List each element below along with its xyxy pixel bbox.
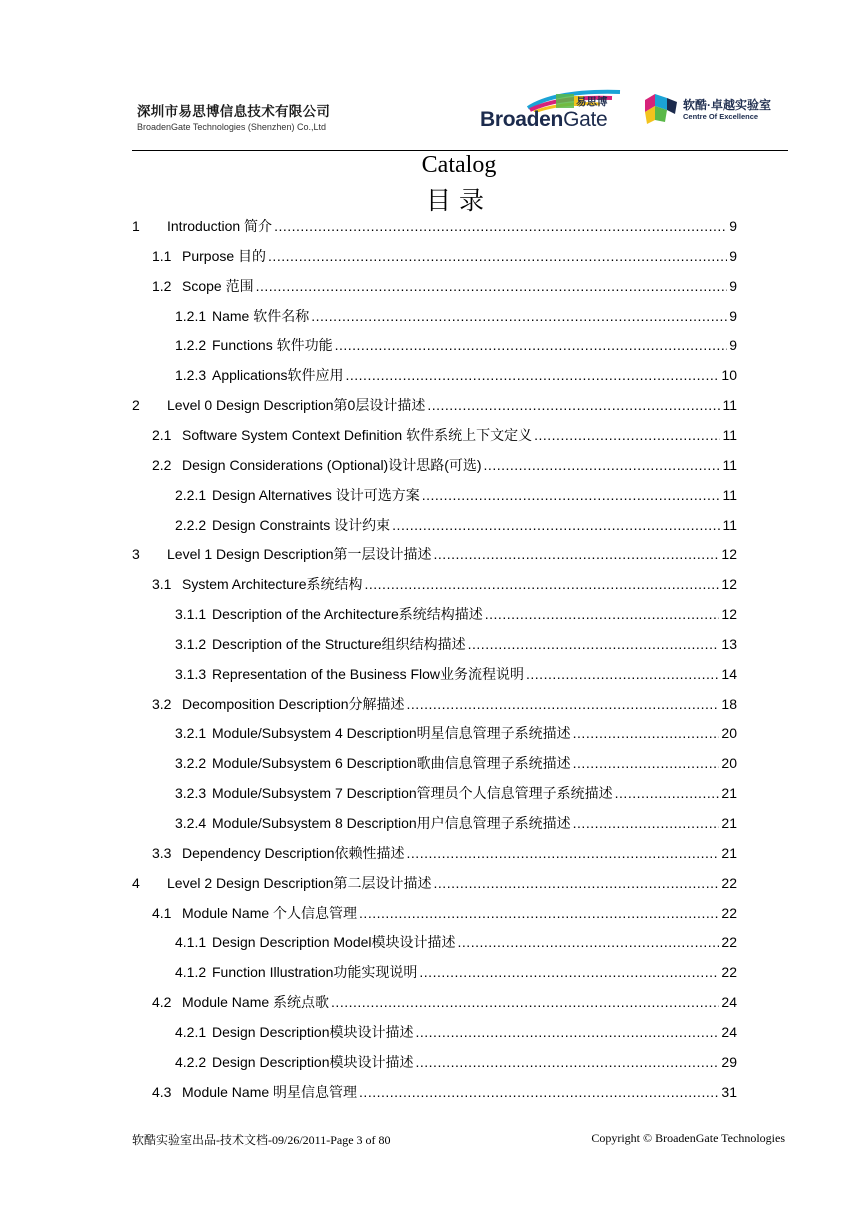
toc-entry-page: 12 xyxy=(721,606,737,623)
toc-entry-number: 3 xyxy=(132,546,140,563)
toc-entry-page: 9 xyxy=(729,218,737,234)
toc-entry-title: Design Constraints 设计约束 xyxy=(212,516,391,533)
toc-entry[interactable] xyxy=(152,1082,737,1102)
toc-dot-leader xyxy=(311,308,727,324)
toc-entry[interactable] xyxy=(152,843,737,863)
toc-entry-number: 1 xyxy=(132,218,140,234)
toc-entry[interactable] xyxy=(132,395,737,415)
toc-dot-leader xyxy=(485,606,720,622)
toc-dot-leader xyxy=(268,248,727,264)
toc-dot-leader xyxy=(346,367,720,383)
toc-entry[interactable] xyxy=(175,515,737,535)
coe-logo xyxy=(641,92,791,128)
toc-entry-page: 11 xyxy=(722,426,737,443)
toc-entry-title: Level 2 Design Description第二层设计描述 xyxy=(167,874,432,891)
toc-entry-title: Representation of the Business Flow业务流程说明 xyxy=(212,665,525,682)
toc-entry-title: Applications软件应用 xyxy=(212,367,344,384)
toc-entry[interactable] xyxy=(175,335,737,355)
toc-entry[interactable] xyxy=(175,723,737,743)
toc-entry-number: 4.3 xyxy=(152,1083,172,1100)
toc-dot-leader xyxy=(365,576,720,592)
toc-entry-number: 2.2.1 xyxy=(175,486,207,503)
toc-dot-leader xyxy=(407,845,720,861)
toc-dot-leader xyxy=(427,397,720,413)
toc-entry-page: 22 xyxy=(721,934,737,951)
company-name-en: BroadenGate Technologies (Shenzhen) Co.,Ltd xyxy=(137,122,326,132)
toc-entry-page: 9 xyxy=(729,277,737,294)
toc-entry-number: 2.2 xyxy=(152,456,172,473)
toc-entry-page: 14 xyxy=(721,665,737,682)
toc-entry-title: Module Name 个人信息管理 xyxy=(182,904,358,921)
toc-entry[interactable] xyxy=(175,932,737,952)
toc-dot-leader xyxy=(573,755,720,771)
toc-entry[interactable] xyxy=(175,813,737,833)
toc-entry[interactable] xyxy=(152,246,737,266)
footer-left: 软酷实验室出品-技术文档-09/26/2011-Page 3 of 80 xyxy=(132,1133,391,1147)
toc-entry-page: 29 xyxy=(721,1053,737,1070)
toc-entry-number: 3.2.2 xyxy=(175,755,207,772)
toc-entry-number: 3.1 xyxy=(152,576,172,593)
toc-entry-title: Function Illustration功能实现说明 xyxy=(212,964,418,981)
company-name-block xyxy=(137,100,330,132)
toc-entry-page: 11 xyxy=(722,486,737,503)
toc-entry-page: 12 xyxy=(721,546,737,563)
toc-entry-page: 21 xyxy=(721,844,737,861)
toc-entry[interactable] xyxy=(132,544,737,564)
toc-entry-number: 3.2.3 xyxy=(175,785,207,802)
toc-entry[interactable] xyxy=(152,276,737,296)
toc-entry-title: Module Name 明星信息管理 xyxy=(182,1083,358,1100)
toc-dot-leader xyxy=(359,905,719,921)
footer-right: Copyright © BroadenGate Technologies xyxy=(591,1131,785,1145)
toc-dot-leader xyxy=(392,517,720,533)
toc-entry-number: 4.1.2 xyxy=(175,964,207,981)
toc-entry[interactable] xyxy=(175,365,737,385)
toc-entry-title: Design Description模块设计描述 xyxy=(212,1023,414,1040)
toc-entry-number: 4.2.1 xyxy=(175,1023,207,1040)
toc-entry-title: Purpose 目的 xyxy=(182,247,267,264)
toc-dot-leader xyxy=(422,487,721,503)
toc-entry-number: 1.1 xyxy=(152,247,172,264)
toc-entry-number: 4.2 xyxy=(152,994,172,1011)
toc-dot-leader xyxy=(256,278,728,294)
logo-word-broaden: Broaden xyxy=(480,108,564,131)
toc-dot-leader xyxy=(359,1084,719,1100)
toc-entry-number: 3.2.1 xyxy=(175,725,207,742)
toc-entry[interactable] xyxy=(152,574,737,594)
toc-entry[interactable] xyxy=(152,903,737,923)
toc-dot-leader xyxy=(434,546,720,562)
toc-entry-title: Functions 软件功能 xyxy=(212,337,333,354)
toc-entry-title: Module/Subsystem 4 Description明星信息管理子系统描述 xyxy=(212,725,571,742)
toc-entry-page: 31 xyxy=(721,1083,737,1100)
toc-dot-leader xyxy=(458,934,720,950)
toc-entry[interactable] xyxy=(152,455,737,475)
toc-entry-number: 3.1.1 xyxy=(175,606,207,623)
toc-dot-leader xyxy=(526,666,719,682)
toc-entry-number: 2 xyxy=(132,397,140,414)
toc-entry-title: Design Description模块设计描述 xyxy=(212,1053,414,1070)
toc-entry-title: Description of the Architecture系统结构描述 xyxy=(212,606,483,623)
toc-entry-title: Design Considerations (Optional)设计思路(可选) xyxy=(182,456,482,473)
toc-entry-title: Design Description Model模块设计描述 xyxy=(212,934,456,951)
toc-entry-title: Module/Subsystem 6 Description歌曲信息管理子系统描述 xyxy=(212,755,571,772)
toc-entry[interactable] xyxy=(152,425,737,445)
toc-entry-number: 1.2.1 xyxy=(175,307,207,324)
page-header xyxy=(0,0,868,150)
header-rule xyxy=(132,150,788,151)
page-title-en: Catalog xyxy=(421,152,497,178)
company-name-cn: 深圳市易思博信息技术有限公司 xyxy=(137,104,331,119)
toc-entry-page: 11 xyxy=(722,397,737,414)
toc-entry-number: 4.2.2 xyxy=(175,1053,207,1070)
toc-entry[interactable] xyxy=(175,962,737,982)
toc-entry-number: 3.2 xyxy=(152,695,172,712)
toc-entry-page: 9 xyxy=(729,307,737,324)
toc-entry-page: 18 xyxy=(721,695,737,712)
toc-dot-leader xyxy=(484,457,721,473)
toc-dot-leader xyxy=(416,1054,720,1070)
toc-entry-page: 20 xyxy=(721,725,737,742)
toc-entry[interactable] xyxy=(132,216,737,236)
toc-entry-page: 11 xyxy=(722,516,737,533)
toc-entry-title: Module Name 系统点歌 xyxy=(182,994,330,1011)
toc-entry-page: 21 xyxy=(721,785,737,802)
toc-entry-page: 20 xyxy=(721,755,737,772)
toc-dot-leader xyxy=(335,337,728,353)
toc-entry-number: 1.2 xyxy=(152,277,172,294)
toc-entry-page: 9 xyxy=(729,247,737,264)
toc-entry-number: 3.1.2 xyxy=(175,635,207,652)
toc-entry-number: 3.2.4 xyxy=(175,815,207,831)
toc-entry-number: 4.1 xyxy=(152,904,172,921)
coe-cube-icon xyxy=(641,92,679,126)
toc-entry-page: 22 xyxy=(721,874,737,891)
toc-dot-leader xyxy=(331,994,719,1010)
toc-entry[interactable] xyxy=(175,1052,737,1072)
broadengate-logo xyxy=(480,86,630,130)
toc-entry[interactable] xyxy=(175,306,737,326)
toc-entry-number: 4 xyxy=(132,874,140,891)
toc-entry[interactable] xyxy=(152,992,737,1012)
toc-entry[interactable] xyxy=(152,694,737,714)
toc-dot-leader xyxy=(615,785,720,801)
toc-dot-leader xyxy=(407,696,720,712)
toc-entry[interactable] xyxy=(175,664,737,684)
toc-dot-leader xyxy=(419,964,719,980)
toc-dot-leader xyxy=(274,218,727,234)
toc-entry[interactable] xyxy=(132,873,737,893)
page-title-cn: 目录 xyxy=(425,186,492,215)
logo-word-gate: Gate xyxy=(563,108,608,131)
toc-entry-title: Introduction 简介 xyxy=(167,218,273,234)
toc-dot-leader xyxy=(434,875,720,891)
toc-entry-page: 11 xyxy=(722,456,737,473)
toc-entry-number: 2.1 xyxy=(152,426,172,443)
toc-entry-title: Level 1 Design Description第一层设计描述 xyxy=(167,546,432,563)
toc-entry[interactable] xyxy=(175,1022,737,1042)
toc-entry-number: 3.1.3 xyxy=(175,665,207,682)
toc-entry-number: 3.3 xyxy=(152,844,172,861)
toc-entry-number: 1.2.3 xyxy=(175,367,207,384)
toc-entry-title: Level 0 Design Description第0层设计描述 xyxy=(167,397,426,414)
toc-entry-page: 10 xyxy=(721,367,737,384)
logo-wordmark xyxy=(480,108,607,132)
toc-entry-title: Dependency Description依赖性描述 xyxy=(182,844,405,861)
toc-entry-title: Software System Context Definition 软件系统上下文定义 xyxy=(182,426,533,443)
coe-cn-text: 软酷·卓越实验室 xyxy=(683,98,771,112)
toc-entry-title: Description of the Structure组织结构描述 xyxy=(212,635,466,652)
toc-entry-page: 12 xyxy=(721,576,737,593)
toc-entry-page: 24 xyxy=(721,994,737,1011)
toc-entry-title: Module/Subsystem 7 Description管理员个人信息管理子系统描述 xyxy=(212,785,613,802)
toc-dot-leader xyxy=(416,1024,720,1040)
toc-entry-title: Scope 范围 xyxy=(182,277,254,294)
toc-entry-page: 24 xyxy=(721,1023,737,1040)
toc-entry-number: 1.2.2 xyxy=(175,337,207,354)
toc-dot-leader xyxy=(468,636,720,652)
toc-entry-number: 4.1.1 xyxy=(175,934,207,951)
toc-dot-leader xyxy=(534,427,720,443)
logo-cn-text: 易思博 xyxy=(576,96,608,108)
toc-entry[interactable] xyxy=(175,485,737,505)
coe-en-text: Centre Of Excellence xyxy=(683,112,759,121)
toc-dot-leader xyxy=(573,725,720,741)
toc-entry-title: Design Alternatives 设计可选方案 xyxy=(212,486,420,503)
toc-entry[interactable] xyxy=(175,604,737,624)
toc-entry-page: 21 xyxy=(721,815,737,831)
toc-entry-page: 22 xyxy=(721,904,737,921)
toc-entry-number: 2.2.2 xyxy=(175,516,207,533)
toc-entry-title: System Architecture系统结构 xyxy=(182,576,363,593)
toc-entry-page: 22 xyxy=(721,964,737,981)
toc-entry-title: Name 软件名称 xyxy=(212,307,310,324)
toc-entry[interactable] xyxy=(175,634,737,654)
toc-dot-leader xyxy=(573,815,720,831)
toc-entry-page: 13 xyxy=(721,635,737,652)
toc-entry-title: Module/Subsystem 8 Description用户信息管理子系统描述 xyxy=(212,815,571,831)
toc-entry-page: 9 xyxy=(729,337,737,354)
toc-entry[interactable] xyxy=(175,783,737,803)
toc-entry-title: Decomposition Description分解描述 xyxy=(182,695,405,712)
toc-entry[interactable] xyxy=(175,753,737,773)
